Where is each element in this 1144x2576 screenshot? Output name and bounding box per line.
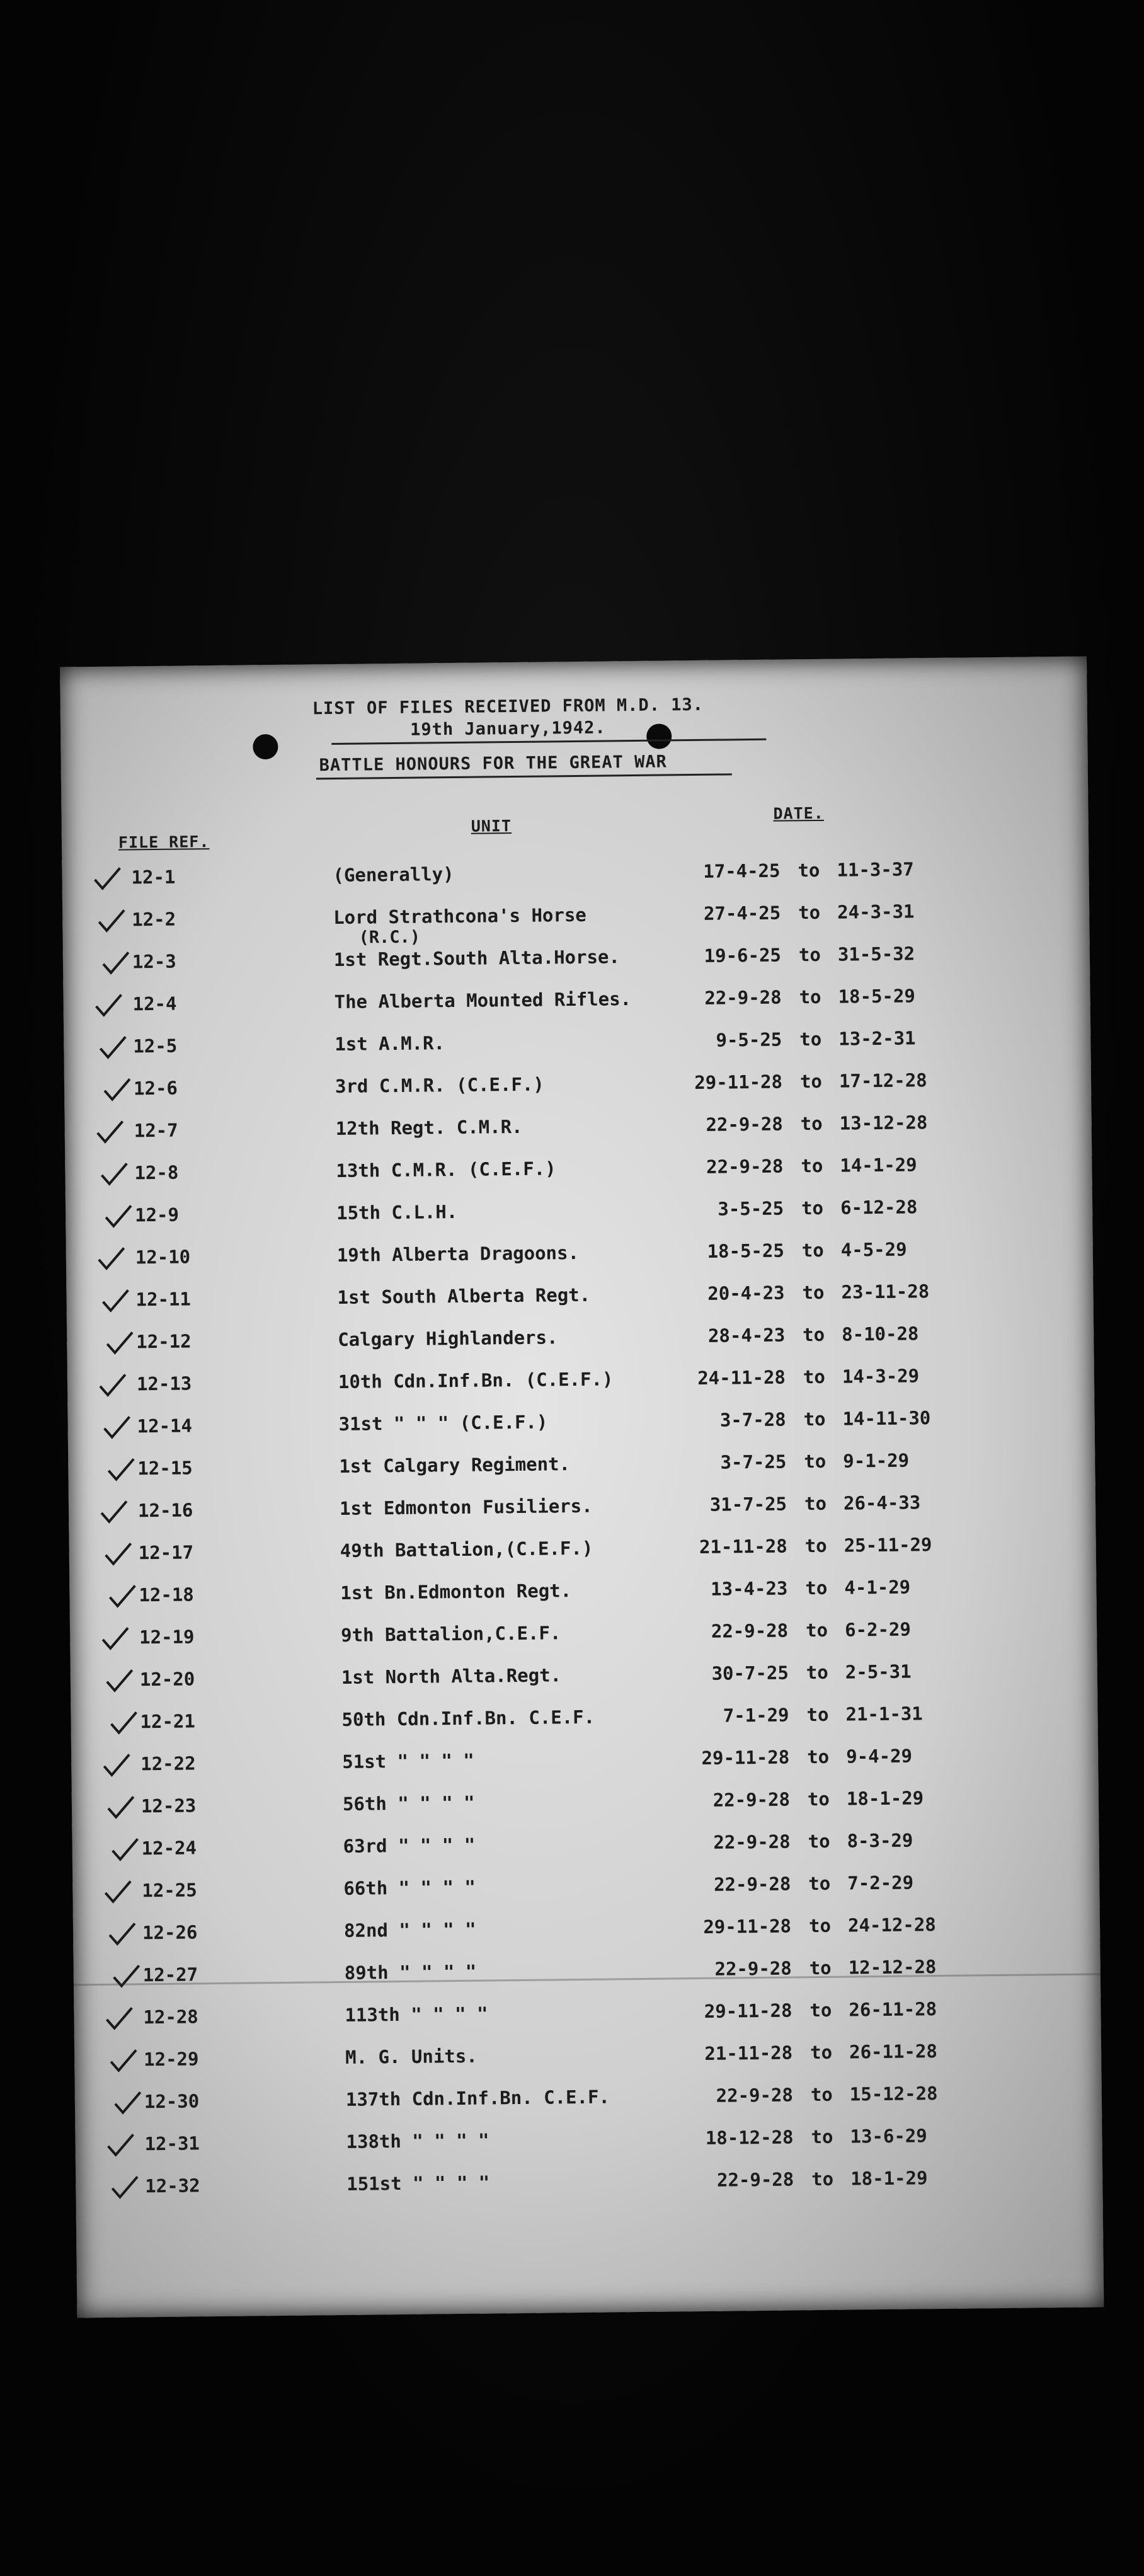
row-ref: 12-13 bbox=[136, 1372, 192, 1395]
row-to: to bbox=[805, 1619, 828, 1642]
row-from: 22-9-28 bbox=[704, 986, 782, 1009]
row-unit: 51st " " " " bbox=[342, 1749, 474, 1773]
row-unit: 13th C.M.R. (C.E.F.) bbox=[336, 1158, 556, 1182]
row-unit: 1st Calgary Regiment. bbox=[339, 1453, 571, 1477]
row-till: 14-1-29 bbox=[840, 1154, 917, 1176]
row-unit: 82nd " " " " bbox=[343, 1918, 476, 1941]
column-header-unit: UNIT bbox=[471, 817, 512, 836]
punch-hole-right bbox=[646, 723, 672, 749]
row-unit: 1st A.M.R. bbox=[335, 1032, 445, 1055]
checkmark-icon bbox=[102, 1076, 132, 1102]
row-to: to bbox=[800, 1112, 823, 1135]
row-to: to bbox=[798, 859, 820, 882]
checkmark-icon bbox=[101, 950, 131, 975]
row-to: to bbox=[801, 1197, 824, 1219]
row-unit: 31st " " " (C.E.F.) bbox=[338, 1411, 548, 1435]
checkmark-icon bbox=[108, 1710, 139, 1735]
document-page bbox=[60, 656, 1104, 2318]
row-from: 22-9-28 bbox=[706, 1155, 784, 1178]
row-unit: Lord Strathcona's Horse bbox=[333, 904, 586, 929]
row-unit: 113th " " " " bbox=[345, 2003, 488, 2026]
checkmark-icon bbox=[101, 1752, 132, 1778]
row-unit: 19th Alberta Dragoons. bbox=[336, 1241, 580, 1266]
row-from: 3-7-25 bbox=[720, 1451, 787, 1473]
row-ref: 12-21 bbox=[140, 1710, 196, 1733]
row-to: to bbox=[803, 1408, 826, 1430]
row-to: to bbox=[802, 1281, 825, 1304]
row-from: 19-6-25 bbox=[704, 944, 782, 967]
row-from: 13-4-23 bbox=[711, 1577, 788, 1600]
row-unit: M. G. Units. bbox=[345, 2045, 478, 2068]
row-unit: Calgary Highlanders. bbox=[338, 1326, 558, 1350]
row-till: 11-3-37 bbox=[837, 858, 914, 881]
row-ref: 12-15 bbox=[137, 1457, 193, 1480]
row-unit: 49th Battalion,(C.E.F.) bbox=[340, 1537, 593, 1561]
row-ref: 12-26 bbox=[142, 1921, 198, 1944]
row-till: 26-11-28 bbox=[849, 2040, 937, 2063]
row-ref: 12-2 bbox=[132, 908, 176, 931]
row-from: 3-7-28 bbox=[719, 1408, 786, 1431]
row-unit: 138th " " " " bbox=[346, 2129, 489, 2153]
row-to: to bbox=[804, 1450, 827, 1473]
row-ref: 12-23 bbox=[140, 1795, 197, 1817]
row-ref: 12-25 bbox=[142, 1879, 197, 1902]
checkmark-icon bbox=[101, 1414, 132, 1440]
row-till: 14-3-29 bbox=[842, 1365, 920, 1388]
row-from: 7-1-29 bbox=[723, 1704, 789, 1727]
row-to: to bbox=[798, 901, 821, 924]
row-from: 3-5-25 bbox=[718, 1197, 784, 1220]
row-unit: 15th C.L.H. bbox=[336, 1200, 458, 1224]
row-ref: 12-8 bbox=[134, 1161, 179, 1184]
row-till: 13-6-29 bbox=[850, 2125, 927, 2148]
row-ref: 12-5 bbox=[133, 1035, 178, 1057]
checkmark-icon bbox=[92, 866, 122, 892]
checkmark-icon bbox=[110, 1836, 140, 1862]
checkmark-icon bbox=[110, 2174, 140, 2200]
row-unit: 1st South Alberta Regt. bbox=[337, 1284, 591, 1308]
row-to: to bbox=[805, 1577, 828, 1599]
checkmark-icon bbox=[95, 1118, 125, 1144]
row-to: to bbox=[801, 1239, 824, 1262]
row-to: to bbox=[806, 1661, 828, 1684]
row-to: to bbox=[807, 1788, 830, 1810]
row-from: 22-9-28 bbox=[712, 1788, 791, 1811]
checkmark-icon bbox=[107, 1583, 137, 1609]
checkmark-icon bbox=[99, 1161, 129, 1187]
row-till: 8-10-28 bbox=[842, 1323, 919, 1345]
row-to: to bbox=[799, 1070, 823, 1093]
row-from: 18-5-25 bbox=[707, 1239, 784, 1262]
row-till: 18-1-29 bbox=[850, 2167, 928, 2190]
row-till: 24-12-28 bbox=[847, 1914, 936, 1936]
row-till: 6-12-28 bbox=[840, 1196, 918, 1219]
checkmark-icon bbox=[105, 2132, 135, 2158]
row-unit: 1st Regt.South Alta.Horse. bbox=[333, 946, 621, 971]
row-from: 9-5-25 bbox=[716, 1028, 782, 1051]
row-to: to bbox=[803, 1366, 826, 1388]
row-from: 22-9-28 bbox=[714, 1957, 792, 1980]
checkmark-icon bbox=[103, 1878, 133, 1904]
row-ref: 12-11 bbox=[135, 1288, 192, 1311]
row-till: 13-2-31 bbox=[838, 1027, 916, 1050]
row-to: to bbox=[809, 2041, 833, 2064]
checkmark-icon bbox=[98, 1372, 128, 1398]
row-to: to bbox=[808, 1914, 832, 1937]
row-ref: 12-24 bbox=[141, 1837, 197, 1860]
row-unit: 12th Regt. C.M.R. bbox=[335, 1115, 523, 1139]
row-ref: 12-27 bbox=[142, 1964, 198, 1986]
checkmark-icon bbox=[100, 1625, 130, 1651]
row-to: to bbox=[809, 1999, 832, 2021]
title-rule bbox=[331, 739, 766, 745]
row-to: to bbox=[811, 2168, 834, 2190]
row-ref: 12-20 bbox=[139, 1668, 195, 1691]
column-header-date: DATE. bbox=[773, 803, 824, 823]
row-unit: 50th Cdn.Inf.Bn. C.E.F. bbox=[341, 1706, 595, 1730]
row-to: to bbox=[809, 1957, 832, 1979]
row-from: 22-9-28 bbox=[713, 1873, 791, 1895]
row-from: 22-9-28 bbox=[716, 2084, 794, 2107]
row-unit: 89th " " " " bbox=[344, 1960, 477, 1984]
row-ref: 12-9 bbox=[134, 1204, 180, 1226]
row-ref: 12-29 bbox=[144, 2048, 199, 2071]
row-from: 21-11-28 bbox=[699, 1535, 787, 1558]
row-from: 27-4-25 bbox=[703, 902, 781, 924]
checkmark-icon bbox=[105, 1330, 135, 1355]
row-to: to bbox=[803, 1323, 825, 1346]
row-ref: 12-6 bbox=[133, 1077, 178, 1100]
row-to: to bbox=[810, 2083, 833, 2106]
row-to: to bbox=[798, 943, 821, 966]
row-to: to bbox=[808, 1872, 831, 1895]
row-unit: 63rd " " " " bbox=[343, 1834, 476, 1857]
row-unit-subtitle: (R.C.) bbox=[358, 927, 421, 948]
row-from: 18-12-28 bbox=[705, 2126, 794, 2149]
row-to: to bbox=[804, 1534, 827, 1557]
row-ref: 12-19 bbox=[139, 1626, 195, 1648]
row-ref: 12-30 bbox=[144, 2090, 200, 2113]
row-unit: 137th Cdn.Inf.Bn. C.E.F. bbox=[345, 2086, 610, 2110]
row-till: 12-12-28 bbox=[848, 1956, 937, 1979]
checkmark-icon bbox=[98, 1034, 128, 1060]
title-line-3: BATTLE HONOURS FOR THE GREAT WAR bbox=[319, 752, 668, 776]
title-line-1: LIST OF FILES RECEIVED FROM M.D. 13. bbox=[312, 694, 704, 719]
row-from: 29-11-28 bbox=[701, 1746, 790, 1769]
checkmark-icon bbox=[106, 1794, 136, 1820]
row-ref: 12-12 bbox=[136, 1330, 192, 1353]
row-from: 17-4-25 bbox=[703, 860, 781, 882]
row-unit: (Generally) bbox=[333, 863, 454, 887]
row-ref: 12-10 bbox=[135, 1246, 191, 1268]
row-unit: 9th Battalion,C.E.F. bbox=[340, 1622, 561, 1646]
row-from: 24-11-28 bbox=[697, 1366, 786, 1389]
checkmark-icon bbox=[96, 1245, 127, 1271]
row-ref: 12-31 bbox=[144, 2132, 200, 2155]
row-till: 4-5-29 bbox=[840, 1238, 907, 1261]
row-to: to bbox=[811, 2125, 833, 2148]
checkmark-icon bbox=[107, 1921, 137, 1946]
row-ref: 12-7 bbox=[134, 1119, 178, 1142]
checkmark-icon bbox=[113, 2090, 143, 2115]
column-header-file-ref: FILE REF. bbox=[118, 832, 210, 852]
row-till: 13-12-28 bbox=[839, 1112, 928, 1134]
row-ref: 12-1 bbox=[131, 866, 176, 888]
row-till: 24-3-31 bbox=[837, 900, 915, 923]
row-from: 20-4-23 bbox=[707, 1282, 785, 1304]
row-till: 23-11-28 bbox=[841, 1280, 930, 1303]
row-from: 28-4-23 bbox=[707, 1324, 786, 1347]
row-till: 4-1-29 bbox=[844, 1576, 911, 1599]
checkmark-icon bbox=[103, 1203, 134, 1229]
row-from: 31-7-25 bbox=[709, 1493, 787, 1515]
row-till: 18-1-29 bbox=[846, 1787, 924, 1810]
row-ref: 12-4 bbox=[132, 992, 177, 1015]
row-ref: 12-28 bbox=[143, 2006, 198, 2028]
row-till: 7-2-29 bbox=[847, 1872, 914, 1894]
row-till: 2-5-31 bbox=[845, 1660, 912, 1683]
row-till: 8-3-29 bbox=[847, 1829, 913, 1852]
row-till: 31-5-32 bbox=[837, 943, 915, 965]
row-from: 29-11-28 bbox=[703, 1915, 792, 1938]
checkmark-icon bbox=[99, 1498, 129, 1524]
row-ref: 12-18 bbox=[139, 1584, 194, 1606]
row-to: to bbox=[808, 1830, 830, 1853]
row-till: 26-4-33 bbox=[843, 1492, 921, 1514]
checkmark-icon bbox=[104, 2005, 134, 2031]
checkmark-icon bbox=[106, 1456, 136, 1482]
row-unit: 1st North Alta.Regt. bbox=[341, 1664, 562, 1688]
row-till: 17-12-28 bbox=[838, 1069, 927, 1092]
row-till: 6-2-29 bbox=[844, 1618, 912, 1641]
checkmark-icon bbox=[100, 1287, 130, 1313]
row-unit: 66th " " " " bbox=[343, 1876, 476, 1899]
row-till: 26-11-28 bbox=[849, 1998, 937, 2021]
row-till: 14-11-30 bbox=[842, 1407, 931, 1430]
row-from: 29-11-28 bbox=[704, 1999, 792, 2022]
row-unit: 3rd C.M.R. (C.E.F.) bbox=[335, 1073, 544, 1097]
row-from: 22-9-28 bbox=[711, 1619, 789, 1642]
row-unit: The Alberta Mounted Rifles. bbox=[334, 988, 632, 1013]
row-unit: 10th Cdn.Inf.Bn. (C.E.F.) bbox=[338, 1368, 614, 1393]
row-ref: 12-22 bbox=[140, 1752, 196, 1775]
row-from: 29-11-28 bbox=[694, 1071, 783, 1094]
row-unit: 151st " " " " bbox=[346, 2171, 490, 2195]
row-till: 21-1-31 bbox=[845, 1703, 923, 1725]
row-till: 9-4-29 bbox=[846, 1745, 913, 1768]
checkmark-icon bbox=[108, 2047, 139, 2073]
checkmark-icon bbox=[105, 1667, 135, 1693]
row-unit: 1st Edmonton Fusiliers. bbox=[339, 1495, 593, 1519]
row-to: to bbox=[799, 1028, 822, 1050]
row-to: to bbox=[806, 1703, 829, 1726]
row-till: 18-5-29 bbox=[838, 985, 915, 1008]
row-ref: 12-32 bbox=[145, 2175, 200, 2197]
row-ref: 12-14 bbox=[137, 1415, 193, 1437]
row-from: 21-11-28 bbox=[704, 2042, 793, 2064]
checkmark-icon bbox=[103, 1541, 134, 1567]
row-ref: 12-3 bbox=[132, 950, 176, 973]
checkmark-icon bbox=[93, 992, 123, 1018]
row-unit: 56th " " " " bbox=[342, 1791, 475, 1815]
row-to: to bbox=[799, 986, 821, 1008]
row-from: 22-9-28 bbox=[706, 1113, 783, 1136]
title-line-2: 19th January,1942. bbox=[409, 718, 606, 740]
row-till: 25-11-29 bbox=[844, 1534, 932, 1556]
row-to: to bbox=[804, 1492, 827, 1515]
row-unit: 1st Bn.Edmonton Regt. bbox=[340, 1580, 572, 1604]
row-to: to bbox=[801, 1154, 823, 1177]
checkmark-icon bbox=[96, 907, 127, 933]
punch-hole-left bbox=[253, 734, 278, 759]
row-till: 9-1-29 bbox=[843, 1449, 910, 1472]
row-from: 30-7-25 bbox=[711, 1662, 789, 1684]
row-ref: 12-16 bbox=[137, 1499, 193, 1522]
row-to: to bbox=[807, 1745, 830, 1768]
row-from: 22-9-28 bbox=[713, 1831, 791, 1853]
row-ref: 12-17 bbox=[138, 1541, 194, 1564]
row-from: 22-9-28 bbox=[716, 2168, 794, 2191]
row-till: 15-12-28 bbox=[849, 2083, 938, 2105]
